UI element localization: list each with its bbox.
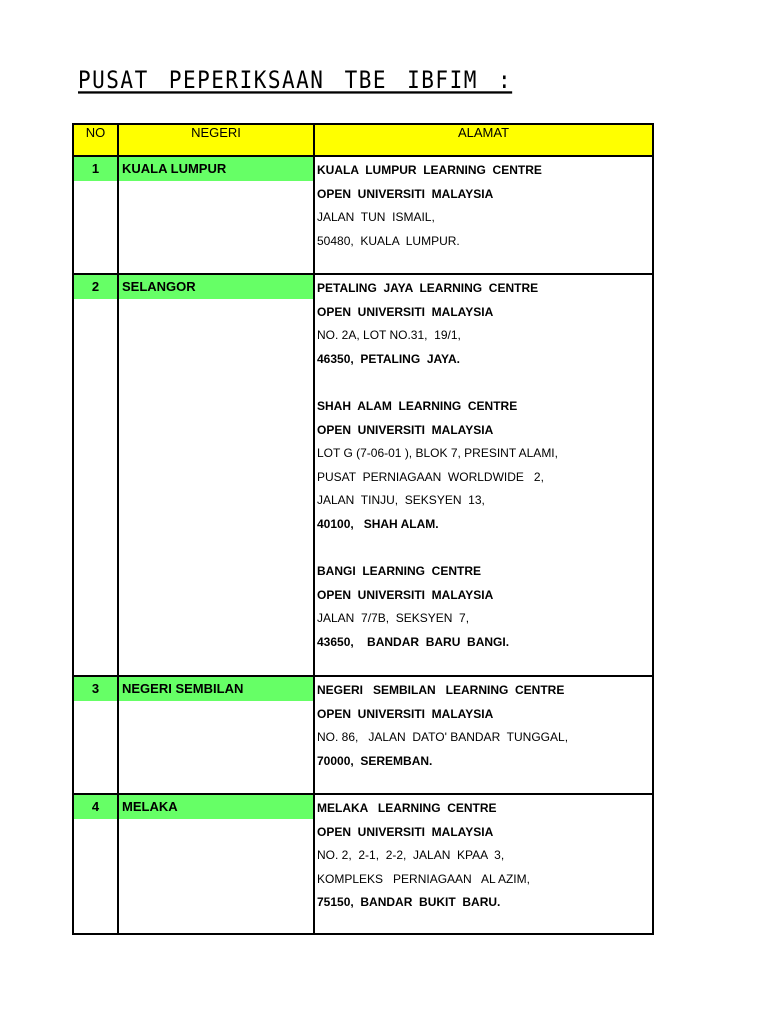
address-line: OPEN UNIVERSITI MALAYSIA	[317, 186, 494, 201]
address-line: BANGI LEARNING CENTRE	[317, 564, 482, 579]
table-header-row	[73, 124, 653, 156]
no-column-cell	[73, 274, 118, 676]
address-line: JALAN TINJU, SEKSYEN 13,	[317, 493, 485, 508]
alamat-column-cell	[314, 156, 653, 274]
address-block	[315, 795, 652, 917]
state-name: SELANGOR	[119, 275, 313, 299]
state-name: KUALA LUMPUR	[119, 157, 313, 181]
table-row	[73, 794, 653, 934]
address-line: MELAKA LEARNING CENTRE	[317, 801, 497, 815]
address-block	[315, 677, 652, 775]
table-row	[73, 676, 653, 794]
table-row	[73, 274, 653, 676]
address-spacer	[317, 537, 652, 561]
address-line: 50480, KUALA LUMPUR.	[317, 233, 460, 248]
address-line: OPEN UNIVERSITI MALAYSIA	[317, 304, 494, 319]
negeri-column-cell	[118, 274, 314, 676]
address-line: OPEN UNIVERSITI MALAYSIA	[317, 587, 494, 602]
address-line: 43650, BANDAR BARU BANGI.	[317, 634, 510, 649]
address-line: 40100, SHAH ALAM.	[317, 516, 439, 531]
address-line: PETALING JAYA LEARNING CENTRE	[317, 281, 539, 295]
address-line: OPEN UNIVERSITI MALAYSIA	[317, 706, 494, 721]
address-line: PUSAT PERNIAGAAN WORLDWIDE 2,	[317, 469, 544, 484]
row-number: 2	[74, 275, 117, 299]
column-header-no: NO	[73, 124, 118, 156]
state-name: NEGERI SEMBILAN	[119, 677, 313, 701]
address-spacer	[317, 371, 652, 395]
no-column-cell	[73, 794, 118, 934]
address-line: OPEN UNIVERSITI MALAYSIA	[317, 422, 494, 437]
negeri-column-cell	[118, 156, 314, 274]
address-line: NO. 86, JALAN DATO' BANDAR TUNGGAL,	[317, 730, 569, 745]
address-line: 70000, SEREMBAN.	[317, 753, 433, 768]
exam-centre-table	[72, 123, 654, 935]
row-number: 3	[74, 677, 117, 701]
alamat-column-cell	[314, 676, 653, 794]
address-line: NO. 2, 2-1, 2-2, JALAN KPAA 3,	[317, 848, 505, 863]
row-number: 4	[74, 795, 117, 819]
row-number: 1	[74, 157, 117, 181]
state-name: MELAKA	[119, 795, 313, 819]
address-line: JALAN TUN ISMAIL,	[317, 210, 435, 225]
address-block	[315, 157, 652, 255]
negeri-column-cell	[118, 676, 314, 794]
alamat-column-cell	[314, 274, 653, 676]
address-line: LOT G (7-06-01 ), BLOK 7, PRESINT ALAMI,	[317, 446, 558, 461]
address-line: KOMPLEKS PERNIAGAAN AL AZIM,	[317, 871, 530, 886]
address-line: KUALA LUMPUR LEARNING CENTRE	[317, 163, 542, 177]
address-line: 75150, BANDAR BUKIT BARU.	[317, 895, 501, 910]
address-line: NEGERI SEMBILAN LEARNING CENTRE	[317, 683, 565, 697]
address-block	[315, 275, 652, 657]
column-header-alamat: ALAMAT	[314, 124, 653, 156]
page-title: PUSAT PEPERIKSAAN TBE IBFIM :	[78, 66, 513, 94]
table-row	[73, 156, 653, 274]
no-column-cell	[73, 156, 118, 274]
negeri-column-cell	[118, 794, 314, 934]
address-line: JALAN 7/7B, SEKSYEN 7,	[317, 611, 470, 626]
address-line: OPEN UNIVERSITI MALAYSIA	[317, 824, 494, 839]
address-line: SHAH ALAM LEARNING CENTRE	[317, 398, 518, 413]
address-line: 46350, PETALING JAYA.	[317, 351, 460, 366]
column-header-negeri: NEGERI	[118, 124, 314, 156]
address-line: NO. 2A, LOT NO.31, 19/1,	[317, 328, 461, 343]
no-column-cell	[73, 676, 118, 794]
alamat-column-cell	[314, 794, 653, 934]
